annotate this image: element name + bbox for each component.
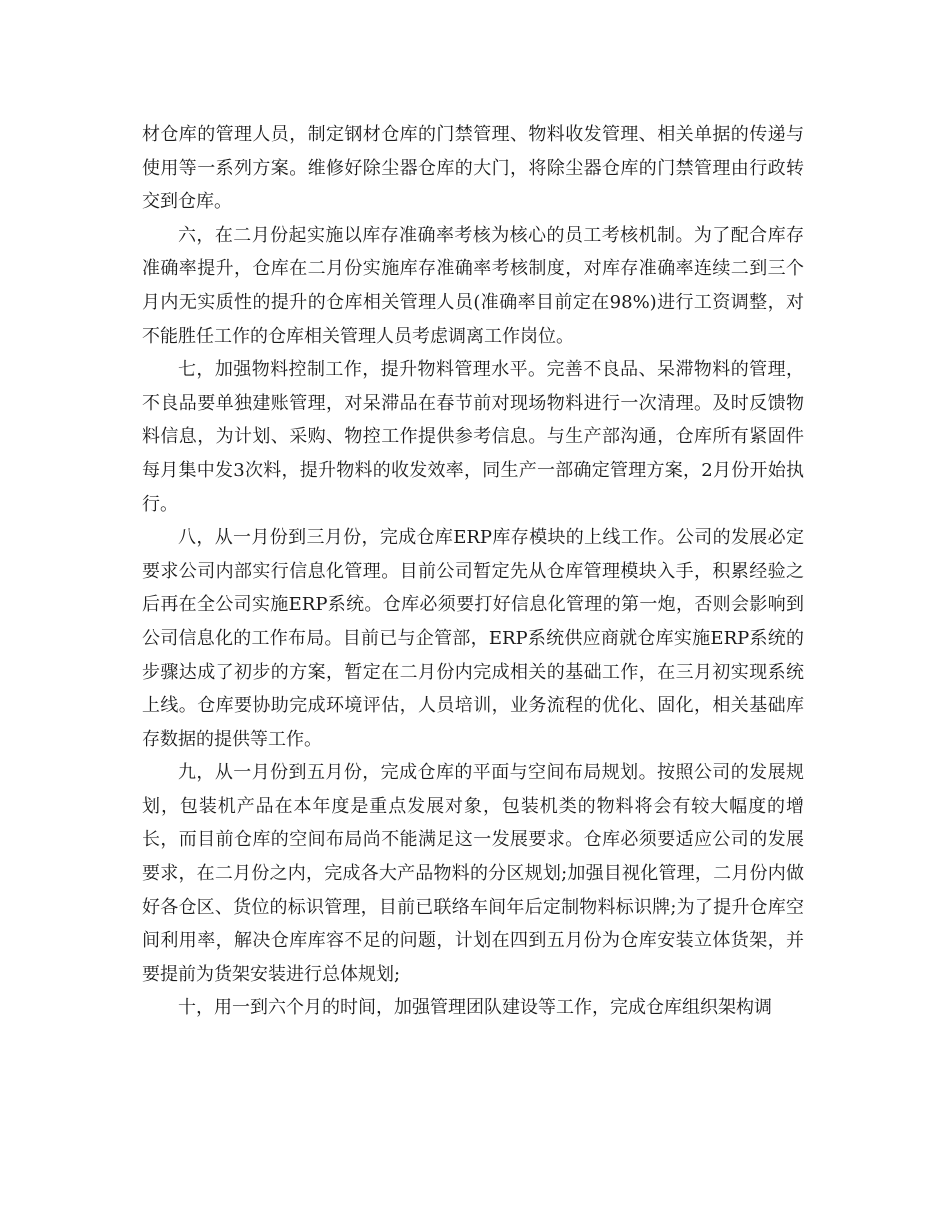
paragraph-item-7: 七，加强物料控制工作，提升物料管理水平。完善不良品、呆滞物料的管理，不良品要单独建账管理，对呆滞品在春节前对现场物料进行一次清理。及时反馈物料信息，为计划、采购、物控工作提供参考信息。与生产部沟通，仓库所有紧固件每月集中发3次料，提升物料的收发效率，同生产一部确定管理方案，2月份开始执行。 [142,359,804,515]
paragraph-item-9: 九，从一月份到五月份，完成仓库的平面与空间布局规划。按照公司的发展规划，包装机产品在本年度是重点发展对象，包装机类的物料将会有较大幅度的增长，而目前仓库的空间布局尚不能满足这一发展要求。仓库必须要适应公司的发展要求，在二月份之内，完成各大产品物料的分区规划;加强目视化管理，二月份内做好各仓区、货位的标识管理，目前已联络车间年后定制物料标识牌;为了提升仓库空间利用率，解决仓库库容不足的问题，计划在四到五月份为仓库安装立体货架，并要提前为货架安装进行总体规划; [142,762,804,985]
paragraph-item-6: 六，在二月份起实施以库存准确率考核为核心的员工考核机制。为了配合库存准确率提升，仓库在二月份实施库存准确率考核制度，对库存准确率连续二到三个月内无实质性的提升的仓库相关管理人员(准确率目前定在98%)进行工资调整，对不能胜任工作的仓库相关管理人员考虑调离工作岗位。 [142,224,804,347]
document-body [142,118,804,1025]
paragraph-item-8: 八，从一月份到三月份，完成仓库ERP库存模块的上线工作。公司的发展必定要求公司内部实行信息化管理。目前公司暂定先从仓库管理模块入手，积累经验之后再在全公司实施ERP系统。仓库必须要打好信息化管理的第一炮，否则会影响到公司信息化的工作布局。目前已与企管部，ERP系统供应商就仓库实施ERP系统的步骤达成了初步的方案，暂定在二月份内完成相关的基础工作，在三月初实现系统上线。仓库要协助完成环境评估，人员培训，业务流程的优化、固化，相关基础库存数据的提供等工作。 [142,527,804,750]
paragraph-item-10: 十，用一到六个月的时间，加强管理团队建设等工作，完成仓库组织架构调 [178,997,772,1019]
paragraph-continuation: 材仓库的管理人员，制定钢材仓库的门禁管理、物料收发管理、相关单据的传递与使用等一系列方案。维修好除尘器仓库的大门，将除尘器仓库的门禁管理由行政转交到仓库。 [142,124,804,213]
